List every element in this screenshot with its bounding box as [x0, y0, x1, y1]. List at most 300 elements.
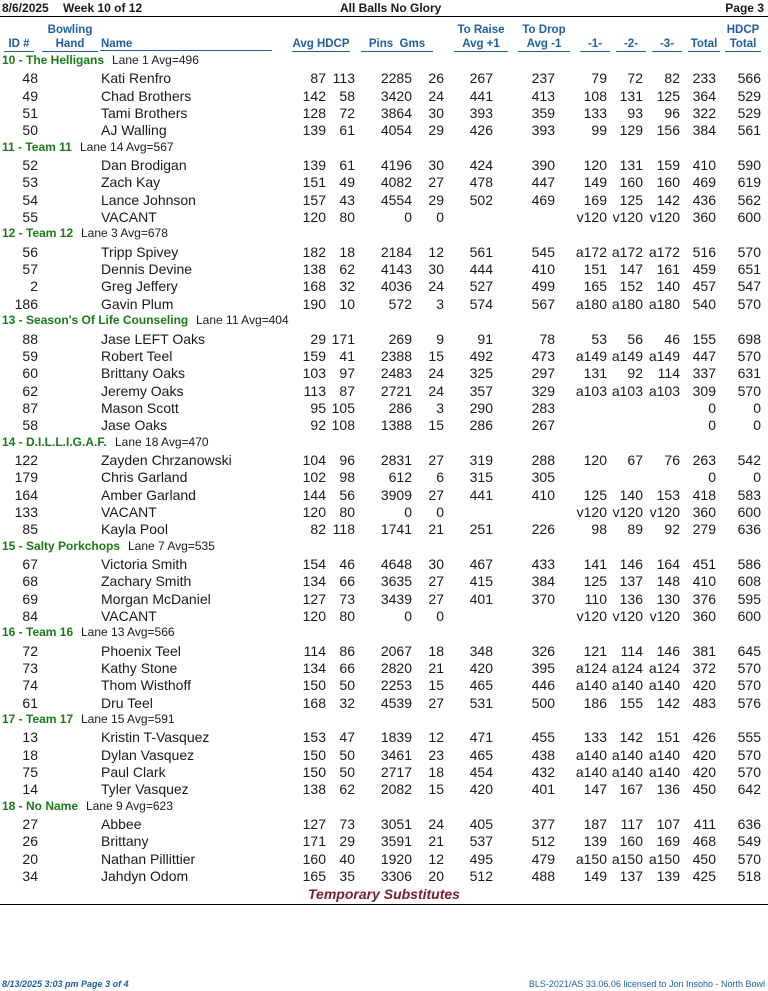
cell-name: Tripp Spivey [101, 243, 179, 260]
col-avg-hdcp: Avg HDCP [292, 38, 350, 50]
cell-gms: 24 [428, 382, 444, 399]
cell-g1: 99 [591, 122, 607, 139]
cell-gms: 30 [428, 261, 444, 278]
cell-hdcp: 87 [339, 382, 355, 399]
cell-g1: 125 [583, 486, 607, 503]
cell-total: 360 [692, 503, 716, 520]
cell-total: 459 [692, 261, 716, 278]
col-game-3: -3- [652, 37, 682, 52]
team-header [0, 52, 768, 69]
team-name: 11 - Team 11 [2, 139, 72, 154]
cell-hdcp: 50 [339, 764, 355, 781]
cell-g2: v120 [612, 608, 643, 624]
bowler-row [0, 815, 768, 832]
cell-g3: a103 [648, 382, 680, 399]
cell-g1: 165 [583, 278, 607, 295]
cell-total: 381 [692, 642, 716, 659]
cell-pins: 2082 [380, 781, 412, 798]
cell-id: 186 [14, 295, 38, 312]
col-bowling: Bowling [47, 24, 93, 36]
cell-g2: 72 [627, 70, 643, 87]
bowler-row [0, 208, 768, 225]
team-header [0, 434, 768, 451]
cell-gms: 24 [428, 278, 444, 295]
cell-avg: 151 [302, 174, 326, 191]
cell-g3: 161 [656, 261, 680, 278]
cell-total: 0 [708, 469, 716, 486]
cell-drop: 329 [531, 382, 555, 399]
cell-htot: 600 [737, 209, 761, 226]
bowler-row [0, 607, 768, 624]
cell-id: 57 [22, 261, 38, 278]
cell-drop: 237 [531, 70, 555, 87]
cell-g1: a149 [575, 347, 607, 364]
col-id: ID # [4, 37, 34, 52]
bowler-row [0, 486, 768, 503]
cell-g1: 133 [583, 729, 607, 746]
cell-htot: 518 [737, 868, 761, 885]
cell-g2: v120 [612, 209, 643, 226]
cell-total: 436 [692, 191, 716, 208]
cell-g3: 160 [656, 174, 680, 191]
cell-g3: 130 [656, 590, 680, 607]
cell-htot: 0 [753, 469, 761, 486]
report-date: 8/6/2025 [2, 1, 49, 15]
cell-avg: 92 [310, 417, 326, 434]
cell-hdcp: 29 [339, 833, 355, 850]
cell-hdcp: 80 [339, 503, 355, 520]
cell-gms: 3 [436, 295, 444, 312]
cell-g2: 89 [627, 521, 643, 538]
cell-g1: a140 [575, 764, 607, 781]
cell-pins: 269 [388, 330, 412, 347]
cell-pins: 3635 [380, 573, 412, 590]
cell-avg: 139 [302, 157, 326, 174]
cell-g2: a140 [611, 764, 643, 781]
cell-id: 60 [22, 365, 38, 382]
cell-hdcp: 80 [339, 608, 355, 624]
bowler-row [0, 728, 768, 745]
cell-hdcp: 32 [339, 278, 355, 295]
bowler-row [0, 780, 768, 797]
cell-raise: 465 [469, 746, 493, 763]
cell-name: Jeremy Oaks [101, 382, 184, 399]
cell-raise: 424 [469, 157, 493, 174]
bowler-row [0, 451, 768, 468]
cell-avg: 127 [302, 816, 326, 833]
cell-id: 20 [22, 850, 38, 867]
cell-g1: 120 [583, 451, 607, 468]
cell-raise: 467 [469, 555, 493, 572]
cell-avg: 168 [302, 278, 326, 295]
cell-pins: 3051 [380, 816, 412, 833]
cell-name: Chad Brothers [101, 87, 192, 104]
cell-htot: 608 [737, 573, 761, 590]
cell-hdcp: 98 [339, 469, 355, 486]
cell-gms: 6 [436, 469, 444, 486]
cell-avg: 144 [302, 486, 326, 503]
cell-g1: v120 [576, 503, 607, 520]
cell-id: 179 [14, 469, 38, 486]
cell-name: Thom Wisthoff [101, 677, 191, 694]
cell-htot: 600 [737, 608, 761, 624]
cell-id: 50 [22, 122, 38, 139]
cell-pins: 3306 [380, 868, 412, 885]
cell-hdcp: 171 [331, 330, 355, 347]
cell-id: 49 [22, 87, 38, 104]
cell-htot: 595 [737, 590, 761, 607]
cell-drop: 393 [531, 122, 555, 139]
cell-hdcp: 113 [332, 70, 355, 87]
cell-drop: 377 [531, 816, 555, 833]
cell-avg: 150 [302, 764, 326, 781]
cell-hdcp: 105 [331, 399, 355, 416]
league-name: All Balls No Glory [340, 1, 442, 15]
cell-drop: 395 [531, 660, 555, 677]
cell-drop: 283 [531, 399, 555, 416]
cell-drop: 512 [531, 833, 555, 850]
cell-pins: 3439 [380, 590, 412, 607]
bowler-row [0, 850, 768, 867]
bowler-row [0, 69, 768, 86]
cell-avg: 157 [302, 191, 326, 208]
team-name: 15 - Salty Porkchops [2, 538, 121, 553]
bowler-row [0, 382, 768, 399]
cell-total: 450 [692, 850, 716, 867]
bowler-row [0, 746, 768, 763]
cell-pins: 0 [404, 608, 412, 624]
cell-g3: a172 [648, 243, 680, 260]
bowler-row [0, 590, 768, 607]
cell-pins: 4036 [380, 278, 412, 295]
cell-gms: 30 [428, 105, 444, 122]
cell-name: Tyler Vasquez [101, 781, 189, 798]
report-header [0, 0, 768, 17]
cell-avg: 138 [302, 261, 326, 278]
cell-g3: 146 [656, 642, 680, 659]
cell-g3: a149 [648, 347, 680, 364]
cell-g1: 141 [583, 555, 607, 572]
cell-avg: 102 [302, 469, 326, 486]
cell-name: Lance Johnson [101, 191, 196, 208]
team-header [0, 798, 768, 815]
bowler-row [0, 763, 768, 780]
cell-avg: 134 [302, 573, 326, 590]
cell-name: Morgan McDaniel [101, 590, 211, 607]
cell-pins: 1920 [380, 850, 412, 867]
cell-gms: 12 [428, 850, 444, 867]
cell-htot: 570 [737, 677, 761, 694]
cell-htot: 590 [737, 157, 761, 174]
cell-gms: 29 [428, 191, 444, 208]
team-lane-avg: Lane 1 Avg=496 [112, 53, 199, 67]
team-lane-avg: Lane 18 Avg=470 [115, 434, 209, 449]
team-header [0, 225, 768, 242]
cell-htot: 549 [737, 833, 761, 850]
cell-total: 360 [692, 608, 716, 624]
cell-gms: 27 [428, 451, 444, 468]
cell-g1: 79 [591, 70, 607, 87]
cell-drop: 384 [531, 573, 555, 590]
cell-id: 72 [22, 642, 38, 659]
cell-pins: 2285 [380, 70, 412, 87]
cell-raise: 527 [469, 278, 493, 295]
cell-id: 54 [22, 191, 38, 208]
cell-gms: 12 [428, 243, 444, 260]
cell-gms: 15 [428, 347, 444, 364]
cell-total: 516 [692, 243, 716, 260]
col-name: Name [101, 38, 133, 50]
cell-g2: 136 [619, 590, 643, 607]
cell-gms: 24 [428, 816, 444, 833]
cell-avg: 139 [302, 122, 326, 139]
cell-pins: 3461 [380, 746, 412, 763]
cell-total: 384 [692, 122, 716, 139]
cell-name: Phoenix Teel [101, 642, 181, 659]
cell-g2: 147 [619, 261, 643, 278]
cell-g2: a180 [611, 295, 643, 312]
cell-hdcp: 50 [339, 746, 355, 763]
cell-avg: 29 [310, 330, 326, 347]
divider [0, 904, 768, 905]
cell-htot: 529 [737, 87, 761, 104]
bowler-row [0, 104, 768, 121]
cell-gms: 24 [428, 87, 444, 104]
bowler-row [0, 555, 768, 572]
cell-g2: 129 [619, 122, 643, 139]
cell-g2: a124 [611, 660, 643, 677]
cell-g1: a140 [575, 677, 607, 694]
cell-g2: a172 [611, 243, 643, 260]
cell-id: 48 [22, 70, 38, 87]
team-lane-avg: Lane 14 Avg=567 [80, 139, 174, 154]
cell-raise: 420 [469, 781, 493, 798]
cell-avg: 171 [302, 833, 326, 850]
cell-name: VACANT [101, 209, 157, 226]
team-name: 18 - No Name [2, 798, 79, 813]
bowler-row [0, 694, 768, 711]
cell-total: 411 [693, 816, 716, 833]
team-header [0, 538, 768, 555]
cell-gms: 30 [428, 555, 444, 572]
cell-total: 364 [692, 87, 716, 104]
bowler-row [0, 659, 768, 676]
cell-gms: 27 [428, 573, 444, 590]
cell-gms: 27 [428, 174, 444, 191]
cell-drop: 499 [531, 278, 555, 295]
cell-gms: 30 [428, 157, 444, 174]
cell-avg: 153 [302, 729, 326, 746]
cell-raise: 471 [469, 729, 493, 746]
cell-g1: 108 [583, 87, 607, 104]
cell-hdcp: 32 [339, 694, 355, 711]
cell-hdcp: 61 [339, 122, 355, 139]
cell-pins: 2721 [380, 382, 412, 399]
cell-total: 376 [692, 590, 716, 607]
week-label: Week 10 of 12 [63, 1, 143, 15]
cell-hdcp: 73 [339, 590, 355, 607]
cell-hdcp: 66 [339, 573, 355, 590]
bowler-row [0, 295, 768, 312]
cell-name: VACANT [101, 608, 157, 624]
cell-hdcp: 61 [339, 157, 355, 174]
cell-hdcp: 73 [339, 816, 355, 833]
cell-drop: 410 [531, 486, 555, 503]
cell-g2: 160 [619, 174, 643, 191]
cell-raise: 478 [469, 174, 493, 191]
cell-raise: 405 [469, 816, 493, 833]
cell-g1: 133 [583, 105, 607, 122]
cell-id: 67 [22, 555, 38, 572]
cell-gms: 21 [428, 660, 444, 677]
cell-total: 468 [692, 833, 716, 850]
cell-g1: v120 [576, 608, 607, 624]
team-name: 13 - Season's Of Life Counseling [2, 313, 189, 328]
cell-hdcp: 108 [331, 417, 355, 434]
cell-pins: 4554 [380, 191, 412, 208]
cell-g3: 139 [656, 868, 680, 885]
cell-drop: 359 [531, 105, 555, 122]
cell-name: Abbee [101, 816, 142, 833]
cell-htot: 570 [737, 295, 761, 312]
cell-gms: 0 [436, 503, 444, 520]
cell-name: Dan Brodigan [101, 157, 187, 174]
cell-id: 55 [22, 209, 38, 226]
cell-total: 450 [692, 781, 716, 798]
cell-name: Zachary Smith [101, 573, 192, 590]
cell-total: 457 [692, 278, 716, 295]
cell-name: Brittany [101, 833, 149, 850]
cell-g1: 139 [583, 833, 607, 850]
cell-g2: 67 [627, 451, 643, 468]
cell-g3: 140 [656, 278, 680, 295]
cell-htot: 570 [737, 382, 761, 399]
cell-hdcp: 50 [339, 677, 355, 694]
cell-raise: 290 [469, 399, 493, 416]
col-avg-plus-1: Avg +1 [454, 37, 508, 52]
cell-avg: 134 [302, 660, 326, 677]
cell-total: 447 [692, 347, 716, 364]
cell-hdcp: 62 [339, 261, 355, 278]
cell-id: 13 [22, 729, 38, 746]
cell-name: Zayden Chrzanowski [101, 451, 232, 468]
cell-total: 155 [692, 330, 716, 347]
team-lane-avg: Lane 7 Avg=535 [128, 538, 215, 553]
cell-avg: 150 [302, 746, 326, 763]
cell-g1: 121 [583, 642, 607, 659]
cell-name: Jase Oaks [101, 417, 168, 434]
cell-g1: 53 [591, 330, 607, 347]
cell-htot: 555 [737, 729, 761, 746]
cell-name: AJ Walling [101, 122, 167, 139]
cell-drop: 479 [531, 850, 555, 867]
cell-raise: 315 [469, 469, 493, 486]
cell-raise: 441 [469, 486, 493, 503]
cell-g3: v120 [649, 608, 680, 624]
bowler-row [0, 676, 768, 693]
cell-g2: 142 [619, 729, 643, 746]
cell-avg: 150 [302, 677, 326, 694]
cell-g1: a150 [575, 850, 607, 867]
cell-pins: 286 [388, 399, 412, 416]
cell-pins: 2184 [380, 243, 412, 260]
col-game-2: -2- [616, 37, 646, 52]
cell-drop: 433 [531, 555, 555, 572]
cell-id: 68 [22, 573, 38, 590]
cell-hdcp: 118 [332, 521, 355, 538]
cell-g2: a149 [611, 347, 643, 364]
cell-htot: 570 [737, 764, 761, 781]
cell-name: VACANT [101, 503, 157, 520]
cell-g3: v120 [649, 503, 680, 520]
cell-pins: 1388 [380, 417, 412, 434]
cell-raise: 454 [469, 764, 493, 781]
cell-htot: 570 [737, 347, 761, 364]
cell-g3: a150 [648, 850, 680, 867]
cell-hdcp: 18 [339, 243, 355, 260]
cell-gms: 12 [428, 729, 444, 746]
cell-avg: 120 [302, 209, 326, 226]
cell-raise: 348 [469, 642, 493, 659]
cell-name: Jahdyn Odom [101, 868, 189, 885]
cell-g3: a124 [648, 660, 680, 677]
cell-raise: 325 [469, 365, 493, 382]
cell-g1: 149 [583, 868, 607, 885]
cell-total: 372 [692, 660, 716, 677]
bowler-row [0, 277, 768, 294]
cell-raise: 574 [469, 295, 493, 312]
cell-raise: 492 [469, 347, 493, 364]
cell-name: Jase LEFT Oaks [101, 330, 206, 347]
cell-g2: 152 [619, 278, 643, 295]
section-title: Temporary Substitutes [308, 886, 460, 902]
cell-id: 27 [22, 816, 38, 833]
cell-raise: 393 [469, 105, 493, 122]
cell-total: 483 [692, 694, 716, 711]
cell-avg: 159 [302, 347, 326, 364]
cell-total: 360 [692, 209, 716, 226]
cell-htot: 600 [737, 503, 761, 520]
cell-g3: a140 [648, 764, 680, 781]
cell-htot: 698 [737, 330, 761, 347]
cell-pins: 3864 [380, 105, 412, 122]
cell-g1: 120 [583, 157, 607, 174]
cell-g3: 148 [656, 573, 680, 590]
cell-name: Nathan Pillittier [101, 850, 196, 867]
cell-drop: 567 [531, 295, 555, 312]
cell-htot: 645 [737, 642, 761, 659]
cell-total: 426 [692, 729, 716, 746]
cell-g3: 96 [664, 105, 680, 122]
cell-g3: a140 [648, 746, 680, 763]
bowler-row [0, 503, 768, 520]
cell-id: 51 [22, 105, 38, 122]
cell-g3: 169 [656, 833, 680, 850]
cell-avg: 182 [302, 243, 326, 260]
cell-total: 0 [708, 417, 716, 434]
cell-hdcp: 80 [339, 209, 355, 226]
cell-raise: 420 [469, 660, 493, 677]
cell-drop: 305 [531, 469, 555, 486]
cell-gms: 9 [436, 330, 444, 347]
cell-id: 58 [22, 417, 38, 434]
team-header [0, 139, 768, 156]
team-header [0, 711, 768, 728]
cell-hdcp: 47 [339, 729, 355, 746]
cell-total: 322 [692, 105, 716, 122]
cell-g2: 146 [619, 555, 643, 572]
team-header [0, 312, 768, 329]
